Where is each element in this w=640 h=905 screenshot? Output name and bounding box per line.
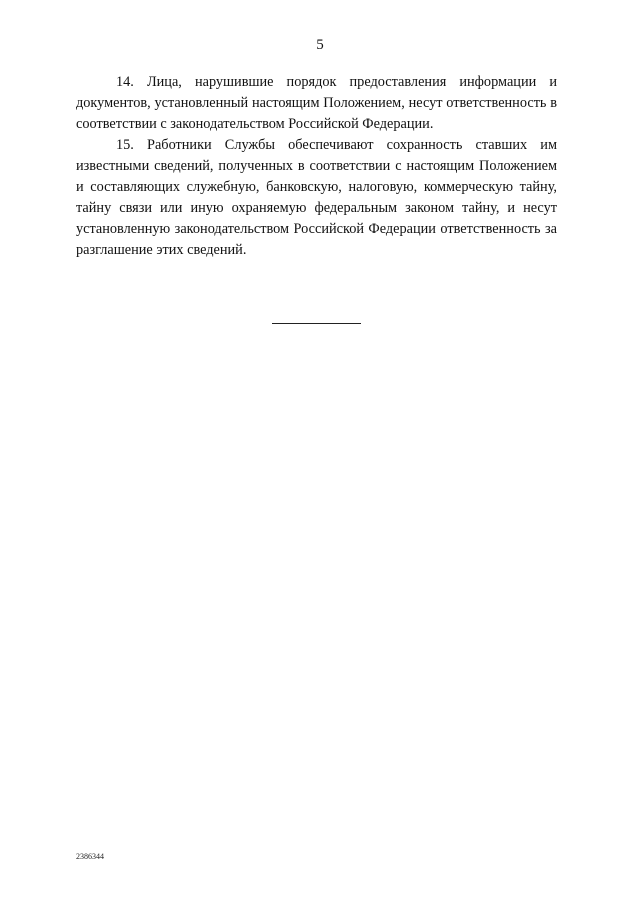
end-divider bbox=[272, 323, 361, 324]
document-code: 2386344 bbox=[76, 852, 104, 861]
document-body bbox=[76, 72, 557, 261]
paragraph-15: 15. Работники Службы обеспечивают сохранность ставших им известными сведений, полученных в соответствии с настоящим Положением и составляющих служебную, банковскую, налоговую, коммерческую тайну, тайну связи или иную охраняемую федеральным законом тайну, и несут установленную законодательством Российской Федерации ответственность за разглашение этих сведений. bbox=[76, 137, 557, 258]
paragraph-14: 14. Лица, нарушившие порядок предоставления информации и документов, установленный настоящим Положением, несут ответственность в соответствии с законодательством Российской Федерации. bbox=[76, 74, 557, 132]
page-number: 5 bbox=[316, 37, 324, 53]
